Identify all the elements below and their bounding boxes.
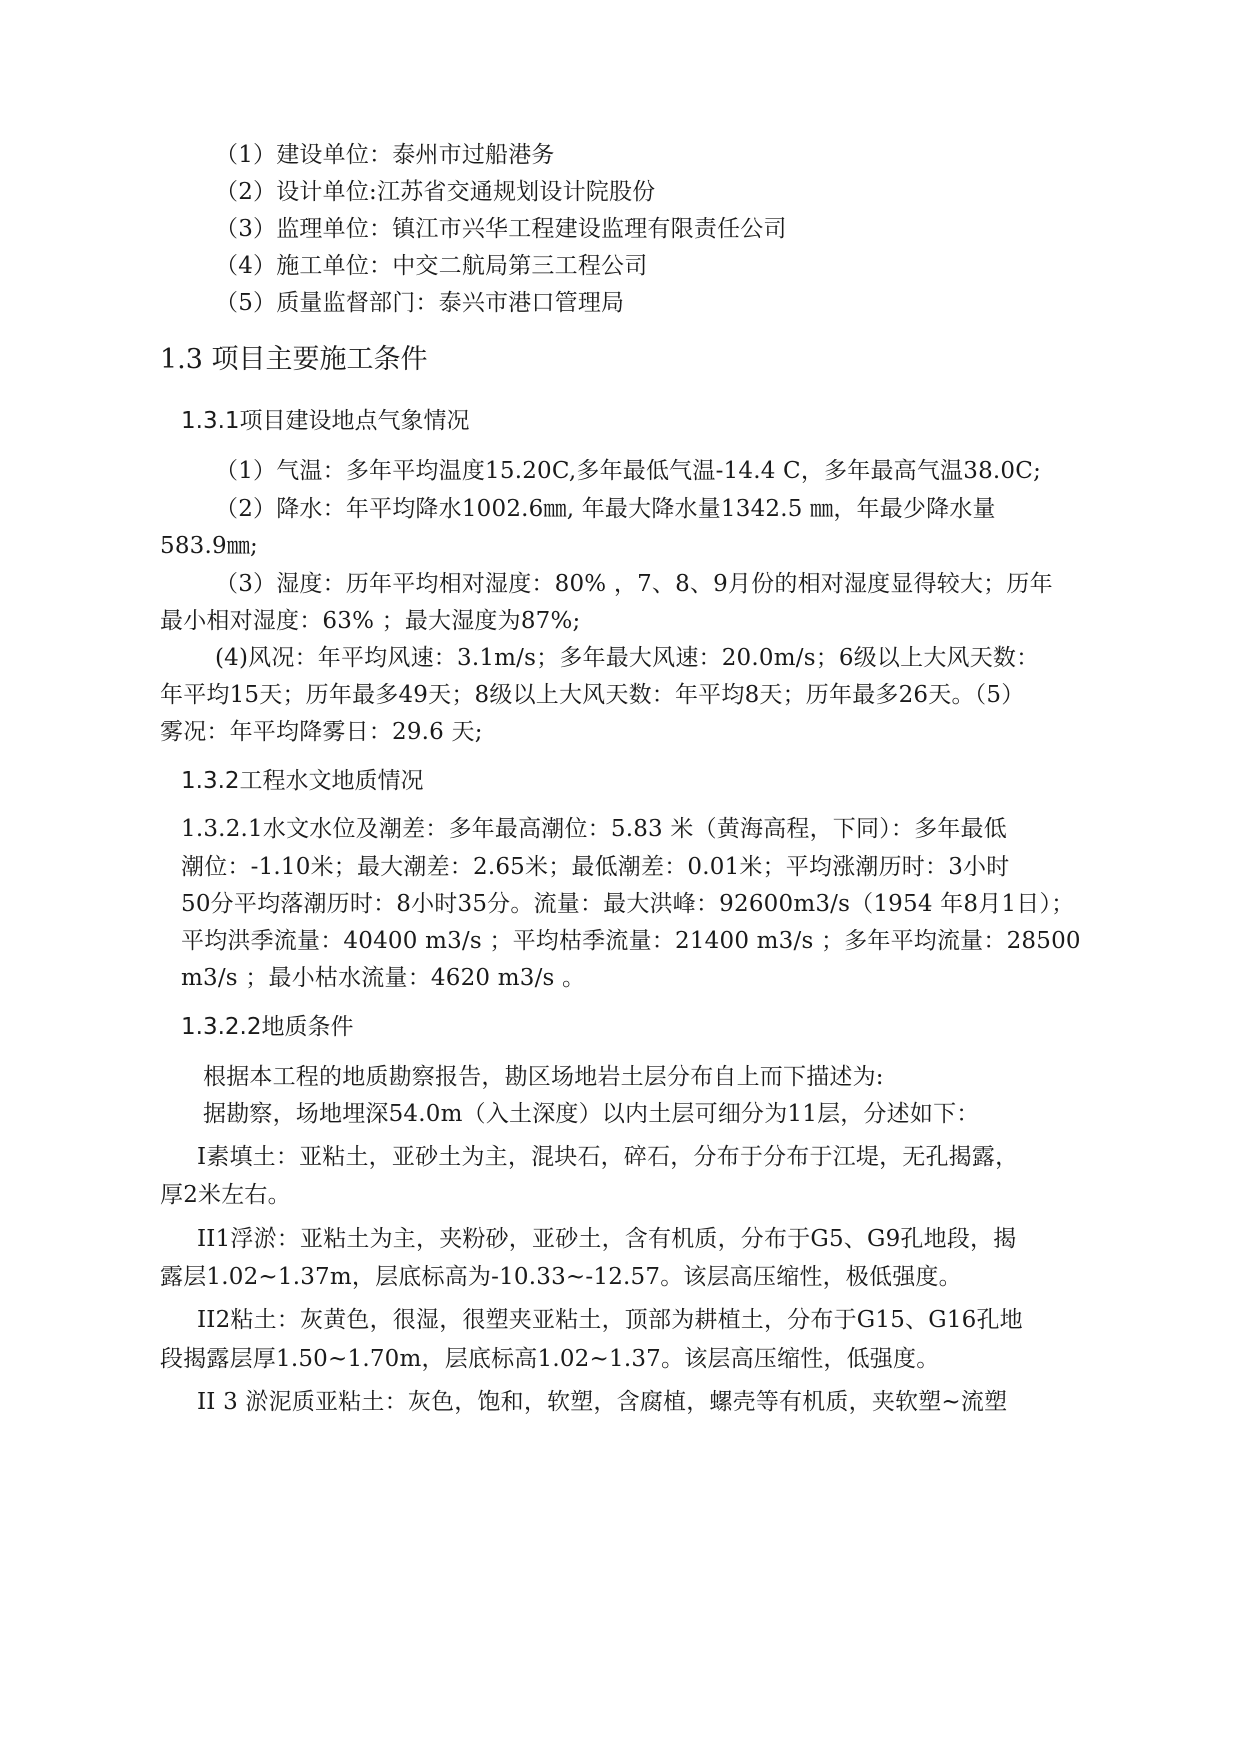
geology-layer-line: I素填土：亚粘土，亚砂土为主，混块石，碎石，分布于分布于江堤，无孔揭露， — [197, 1144, 1019, 1170]
unit-item-construction: （1）建设单位：泰州市过船港务 — [215, 142, 555, 168]
climate-humidity-line-cont: 最小相对湿度：63% ；最大湿度为87%; — [160, 608, 581, 634]
section-heading-1-3-2: 1.3.2工程水文地质情况 — [181, 768, 424, 794]
climate-wind-line-cont: 年平均15天；历年最多49天；8级以上大风天数：年平均8天；历年最多26天。（5） — [160, 682, 1025, 708]
climate-humidity-line: （3）湿度：历年平均相对湿度：80% ，7、8、9月份的相对湿度显得较大；历年 — [215, 571, 1053, 597]
climate-temperature-line: （1）气温：多年平均温度15.20C,多年最低气温-14.4 C，多年最高气温38.0C; — [215, 458, 1042, 484]
section-heading-1-3: 1.3 项目主要施工条件 — [160, 344, 428, 375]
hydrology-line: 50分平均落潮历时：8小时35分。流量：最大洪峰：92600m3/s（1954 年8月1日）； — [181, 891, 1075, 917]
section-heading-1-3-1: 1.3.1项目建设地点气象情况 — [181, 408, 470, 434]
climate-fog-line: 雾况：年平均降雾日：29.6 天; — [160, 719, 483, 745]
geology-layer-line-cont: 段揭露层厚1.50~1.70m，层底标高1.02~1.37。该层高压缩性，低强度。 — [160, 1346, 940, 1372]
geology-intro-line: 根据本工程的地质勘察报告，勘区场地岩土层分布自上而下描述为: — [203, 1064, 884, 1090]
hydrology-line: m3/s ；最小枯水流量：4620 m3/s 。 — [181, 965, 586, 991]
geology-layer-line: II 3 淤泥质亚粘土：灰色，饱和，软塑，含腐植，螺壳等有机质，夹软塑~流塑 — [197, 1389, 1008, 1415]
climate-wind-line: (4)风况：年平均风速：3.1m/s；多年最大风速：20.0m/s；6级以上大风天数： — [215, 645, 1040, 671]
climate-precip-line-cont: 583.9㎜; — [160, 533, 258, 559]
geology-layer-line-cont: 露层1.02~1.37m，层底标高为-10.33~-12.57。该层高压缩性，极低强度。 — [160, 1264, 962, 1290]
unit-item-design: （2）设计单位:江苏省交通规划设计院股份 — [215, 179, 656, 205]
geology-layer-line: II2粘土：灰黄色，很湿，很塑夹亚粘土，顶部为耕植土，分布于G15、G16孔地 — [197, 1307, 1023, 1333]
unit-item-contractor: （4）施工单位：中交二航局第三工程公司 — [215, 253, 648, 279]
hydrology-line: 潮位：-1.10米；最大潮差：2.65米；最低潮差：0.01米；平均涨潮历时：3小时 — [181, 854, 1010, 880]
geology-layer-line-cont: 厚2米左右。 — [160, 1182, 291, 1208]
climate-precip-line: （2）降水：年平均降水1002.6㎜, 年最大降水量1342.5 ㎜，年最少降水量 — [215, 496, 996, 522]
unit-item-quality: （5）质量监督部门：泰兴市港口管理局 — [215, 290, 625, 316]
unit-item-supervision: （3）监理单位：镇江市兴华工程建设监理有限责任公司 — [215, 216, 787, 242]
geology-layer-line: II1浮淤：亚粘土为主，夹粉砂，亚砂土，含有机质，分布于G5、G9孔地段，揭 — [197, 1226, 1017, 1252]
section-heading-1-3-2-2: 1.3.2.2地质条件 — [181, 1014, 354, 1040]
geology-intro-line: 据勘察，场地埋深54.0m（入土深度）以内土层可细分为11层，分述如下： — [203, 1101, 980, 1127]
hydrology-line: 1.3.2.1水文水位及潮差：多年最高潮位：5.83 米（黄海高程，下同）：多年最低 — [181, 816, 1007, 842]
hydrology-line: 平均洪季流量：40400 m3/s ；平均枯季流量：21400 m3/s ；多年平均流量：28500 — [181, 928, 1081, 954]
